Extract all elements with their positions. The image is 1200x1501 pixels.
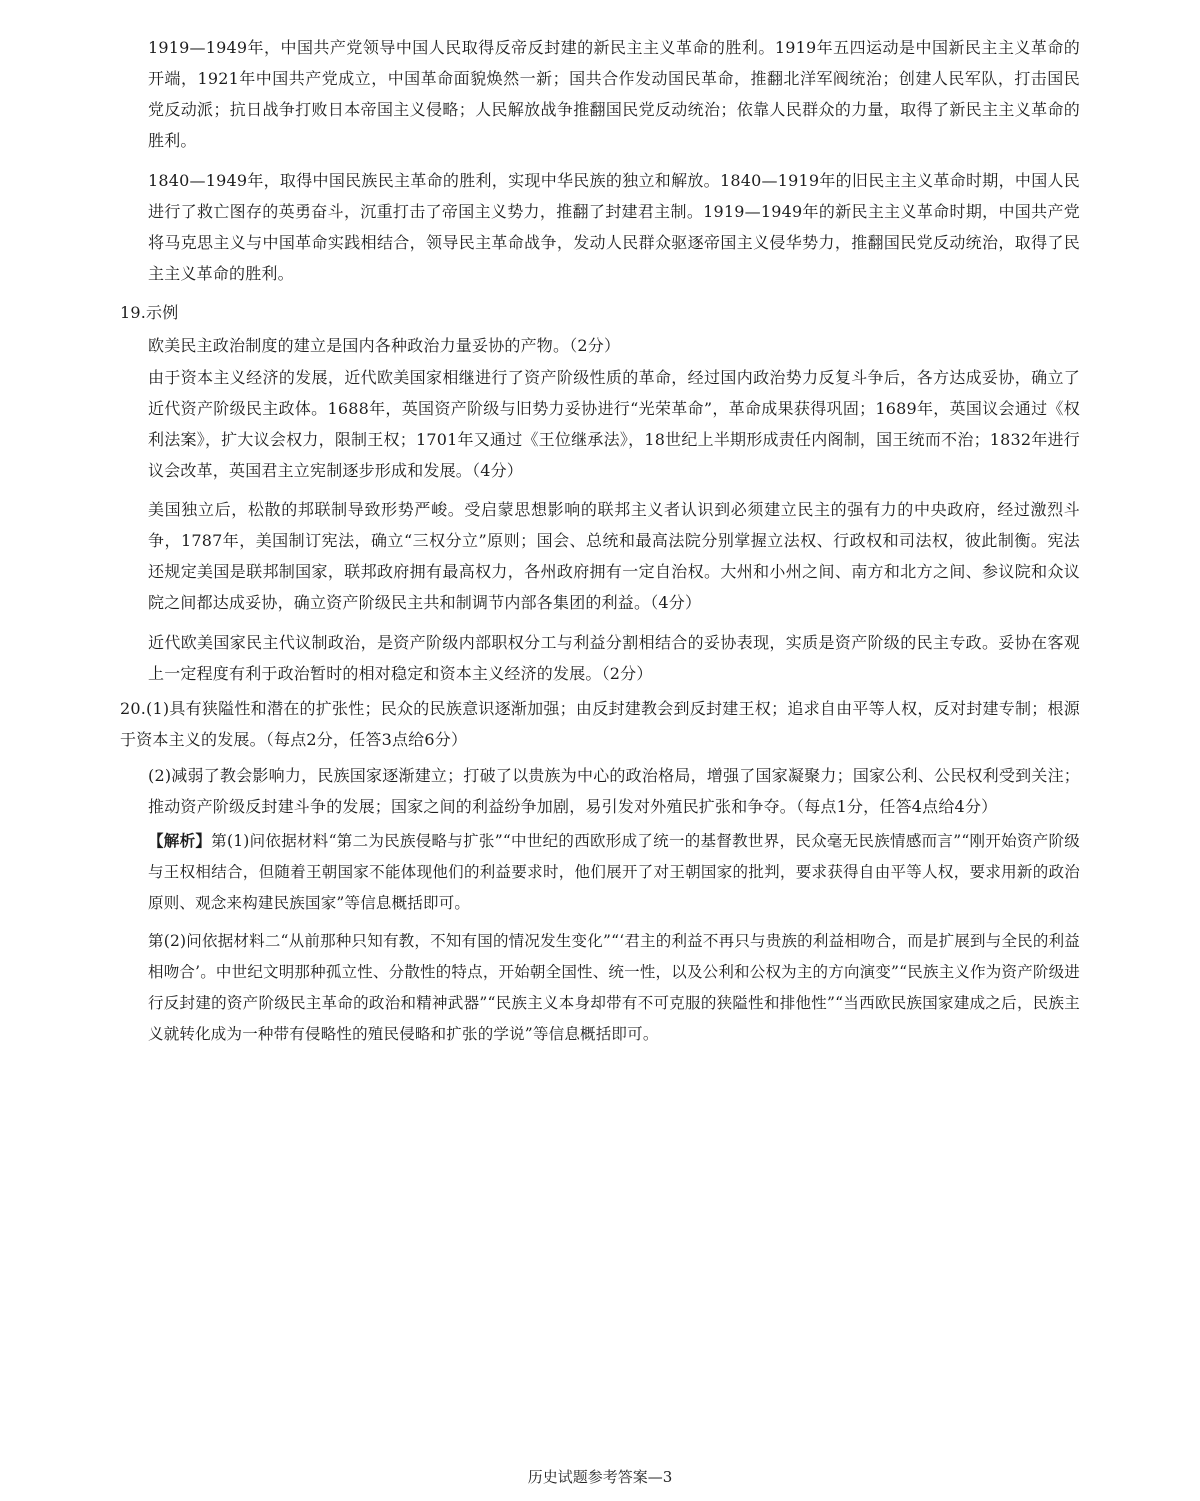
q20-analysis-1 bbox=[148, 826, 1080, 919]
question-19-heading bbox=[120, 297, 1080, 328]
q19-britain-paragraph: 由于资本主义经济的发展，近代欧美国家相继进行了资产阶级性质的革命，经过国内政治势力反复斗争后，各方达成妥协，确立了近代资产阶级民主政体。1688年，英国资产阶级与旧势力妥协进行“光荣革命”，革命成果获得巩固；1689年，英国议会通过《权利法案》，扩大议会权力，限制王权；1701年又通过《王位继承法》，18世纪上半期形成责任内阁制，国王统而不治；1832年进行议会改革，英国君主立宪制逐步形成和发展。（4分） bbox=[148, 368, 1080, 480]
page-footer: 历史试题参考答案—3 bbox=[527, 1468, 673, 1486]
q19-america-paragraph: 美国独立后，松散的邦联制导致形势严峻。受启蒙思想影响的联邦主义者认识到必须建立民主的强有力的中央政府，经过激烈斗争，1787年，美国制订宪法，确立“三权分立”原则；国会、总统和最高法院分别掌握立法权、行政权和司法权，彼此制衡。宪法还规定美国是联邦制国家，联邦政府拥有最高权力，各州政府拥有一定自治权。大州和小州之间、南方和北方之间、参议院和众议院之间都达成妥协，确立资产阶级民主共和制调节内部各集团的利益。（4分） bbox=[148, 500, 1080, 612]
q20-part2: (2)减弱了教会影响力，民族国家逐渐建立；打破了以贵族为中心的政治格局，增强了国家凝聚力；国家公利、公民权利受到关注；推动资产阶级反封建斗争的发展；国家之间的利益纷争加剧，易引发对外殖民扩张和争夺。（每点1分，任答4点给4分） bbox=[148, 766, 1080, 816]
q20-part1-text: (1)具有狭隘性和潜在的扩张性；民众的民族意识逐渐加强；由反封建教会到反封建王权；追求自由平等人权，反对封建专制；根源于资本主义的发展。（每点2分，任答3点给6分） bbox=[120, 699, 1080, 749]
q20-part1 bbox=[120, 693, 1080, 755]
analysis-label: 【解析】 bbox=[148, 832, 212, 850]
question-19-label: 示例 bbox=[146, 303, 179, 322]
paragraph-national-democratic-revolution: 1840—1949年，取得中国民族民主革命的胜利，实现中华民族的独立和解放。1840—1919年的旧民主主义革命时期，中国人民进行了救亡图存的英勇奋斗，沉重打击了帝国主义势力，推翻了封建君主制。1919—1949年的新民主主义革命时期，中国共产党将马克思主义与中国革命实践相结合，领导民主革命战争，发动人民群众驱逐帝国主义侵华势力，推翻国民党反动统治，取得了民主主义革命的胜利。 bbox=[148, 171, 1080, 283]
q19-thesis: 欧美民主政治制度的建立是国内各种政治力量妥协的产物。（2分） bbox=[148, 336, 621, 355]
paragraph-new-democratic-revolution: 1919—1949年，中国共产党领导中国人民取得反帝反封建的新民主主义革命的胜利。1919年五四运动是中国新民主主义革命的开端，1921年中国共产党成立，中国革命面貌焕然一新；国共合作发动国民革命，推翻北洋军阀统治；创建人民军队，打击国民党反动派；抗日战争打败日本帝国主义侵略；人民解放战争推翻国民党反动统治；依靠人民群众的力量，取得了新民主主义革命的胜利。 bbox=[148, 38, 1080, 150]
question-number: 19. bbox=[120, 303, 147, 322]
question-number: 20. bbox=[120, 699, 147, 718]
analysis-1-text: 第(1)问依据材料“第二为民族侵略与扩张”“中世纪的西欧形成了统一的基督教世界，民众毫无民族情感而言”“刚开始资产阶级与王权相结合，但随着王朝国家不能体现他们的利益要求时，他们展开了对王朝国家的批判，要求获得自由平等人权，要求用新的政治原则、观念来构建民族国家”等信息概括即可。 bbox=[148, 832, 1080, 912]
q19-conclusion: 近代欧美国家民主代议制政治，是资产阶级内部职权分工与利益分割相结合的妥协表现，实质是资产阶级的民主专政。妥协在客观上一定程度有利于政治暂时的相对稳定和资本主义经济的发展。（2分） bbox=[148, 633, 1080, 683]
q20-analysis-2: 第(2)问依据材料二“从前那种只知有教，不知有国的情况发生变化”“‘君主的利益不再只与贵族的利益相吻合，而是扩展到与全民的利益相吻合’。中世纪文明那种孤立性、分散性的特点，开始朝全国性、统一性，以及公利和公权为主的方向演变”“民族主义作为资产阶级进行反封建的资产阶级民主革命的政治和精神武器”“民族主义本身却带有不可克服的狭隘性和排他性”“当西欧民族国家建成之后，民族主义就转化成为一种带有侵略性的殖民侵略和扩张的学说”等信息概括即可。 bbox=[148, 932, 1080, 1043]
